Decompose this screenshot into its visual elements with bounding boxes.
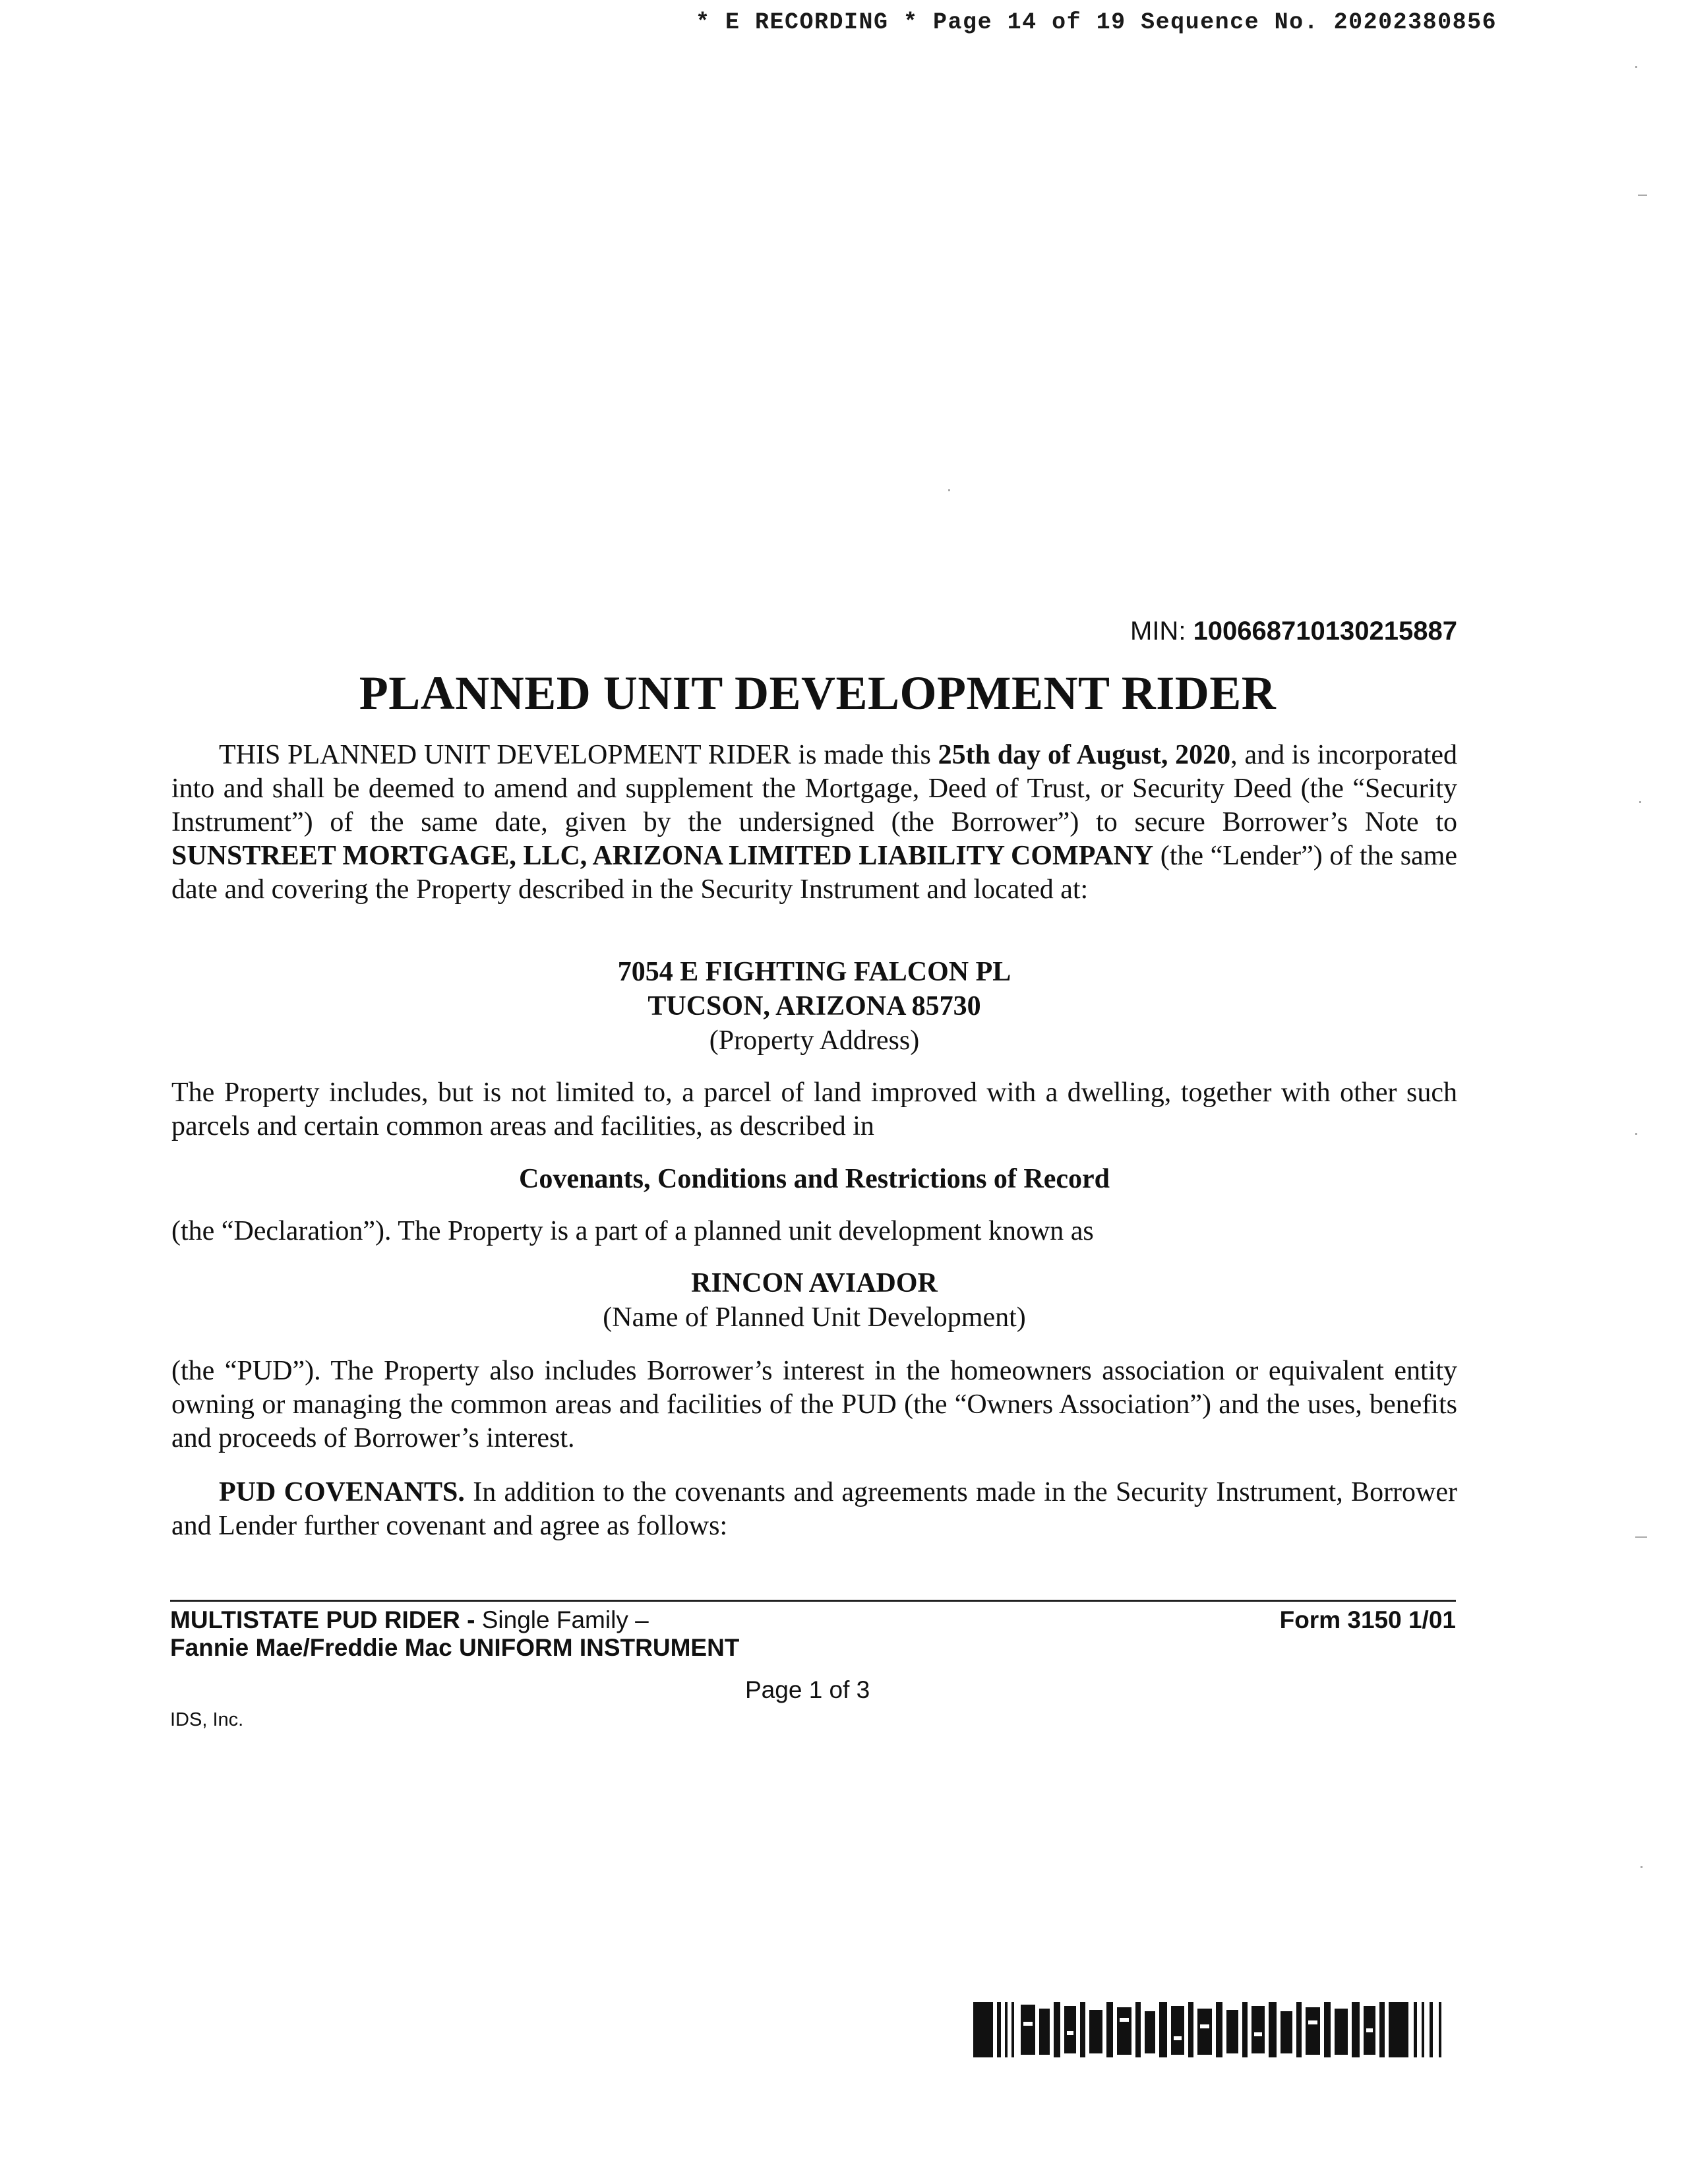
intro-lead: THIS PLANNED UNIT DEVELOPMENT RIDER is made this [219,740,938,770]
scan-speck [1635,66,1637,68]
declaration-name: Covenants, Conditions and Restrictions of Record [518,1164,1110,1194]
form-number: Form 3150 1/01 [1279,1606,1456,1633]
pud-name: RINCON AVIADOR [691,1268,938,1298]
min-number [1130,617,1457,646]
scan-speck [1641,1866,1643,1868]
recording-header: * E RECORDING * Page 14 of 19 Sequence No. 20202380856 [696,9,1497,36]
document-title: PLANNED UNIT DEVELOPMENT RIDER [359,667,1277,719]
scan-speck [1635,1536,1647,1538]
footer-form-title [170,1606,739,1662]
scan-speck [948,489,950,491]
barcode-icon [973,2002,1448,2057]
property-includes-paragraph: The Property includes, but is not limited to, a parcel of land improved with a dwelling, together with other such parcels and certain common areas and facilities, as described in [171,1077,1457,1141]
intro-tail: (the “Lender”) of the same date and covering the Property described in the Security Instrument and located at: [171,841,1457,905]
scan-speck [1638,195,1647,196]
rider-date: 25th day of August, 2020 [938,740,1231,770]
address-caption: (Property Address) [709,1025,920,1056]
scan-speck [1639,801,1641,803]
footer-line1-bold: MULTISTATE PUD RIDER - [170,1606,475,1633]
publisher-label: IDS, Inc. [170,1709,244,1730]
pud-name-block [171,1266,1457,1335]
property-address-block [171,955,1457,1058]
declaration-paragraph: (the “Declaration”). The Property is a part of a planned unit development known as [171,1216,1094,1246]
pud-paragraph: (the “PUD”). The Property also includes Borrower’s interest in the homeowners association or equivalent entity owning or managing the common areas and facilities of the PUD (the “Owners Association”) and the uses, benefits and proceeds of Borrower’s interest. [171,1356,1457,1453]
pud-covenants-paragraph [171,1476,1457,1543]
lender-name: SUNSTREET MORTGAGE, LLC, ARIZONA LIMITED LIABILITY COMPANY [171,841,1154,871]
address-line-1: 7054 E FIGHTING FALCON PL [617,957,1011,987]
pud-caption: (Name of Planned Unit Development) [603,1302,1026,1333]
pud-covenants-heading: PUD COVENANTS. [219,1477,465,1507]
min-label: MIN: [1130,617,1186,646]
intro-paragraph [171,739,1457,907]
footer-line2: Fannie Mae/Freddie Mac UNIFORM INSTRUMENT [170,1634,740,1661]
min-value: 100668710130215887 [1193,617,1457,646]
intro-mid: , and is incorporated into and shall be deemed to amend and supplement the Mortgage, Deed of Trust, or Security Deed (the “Security Instrument”) of the same date, given by the undersigned (the Borrower”) to secure Borrower’s Note to [171,740,1458,837]
footer-divider [170,1600,1456,1602]
address-line-2: TUCSON, ARIZONA 85730 [648,991,981,1021]
scan-speck [1635,1133,1637,1135]
page-label: Page 1 of 3 [745,1676,870,1703]
pud-covenants-text: In addition to the covenants and agreements made in the Security Instrument, Borrower and Lender further covenant and agree as follows: [171,1477,1457,1541]
footer-line1-rest: Single Family – [475,1606,649,1633]
